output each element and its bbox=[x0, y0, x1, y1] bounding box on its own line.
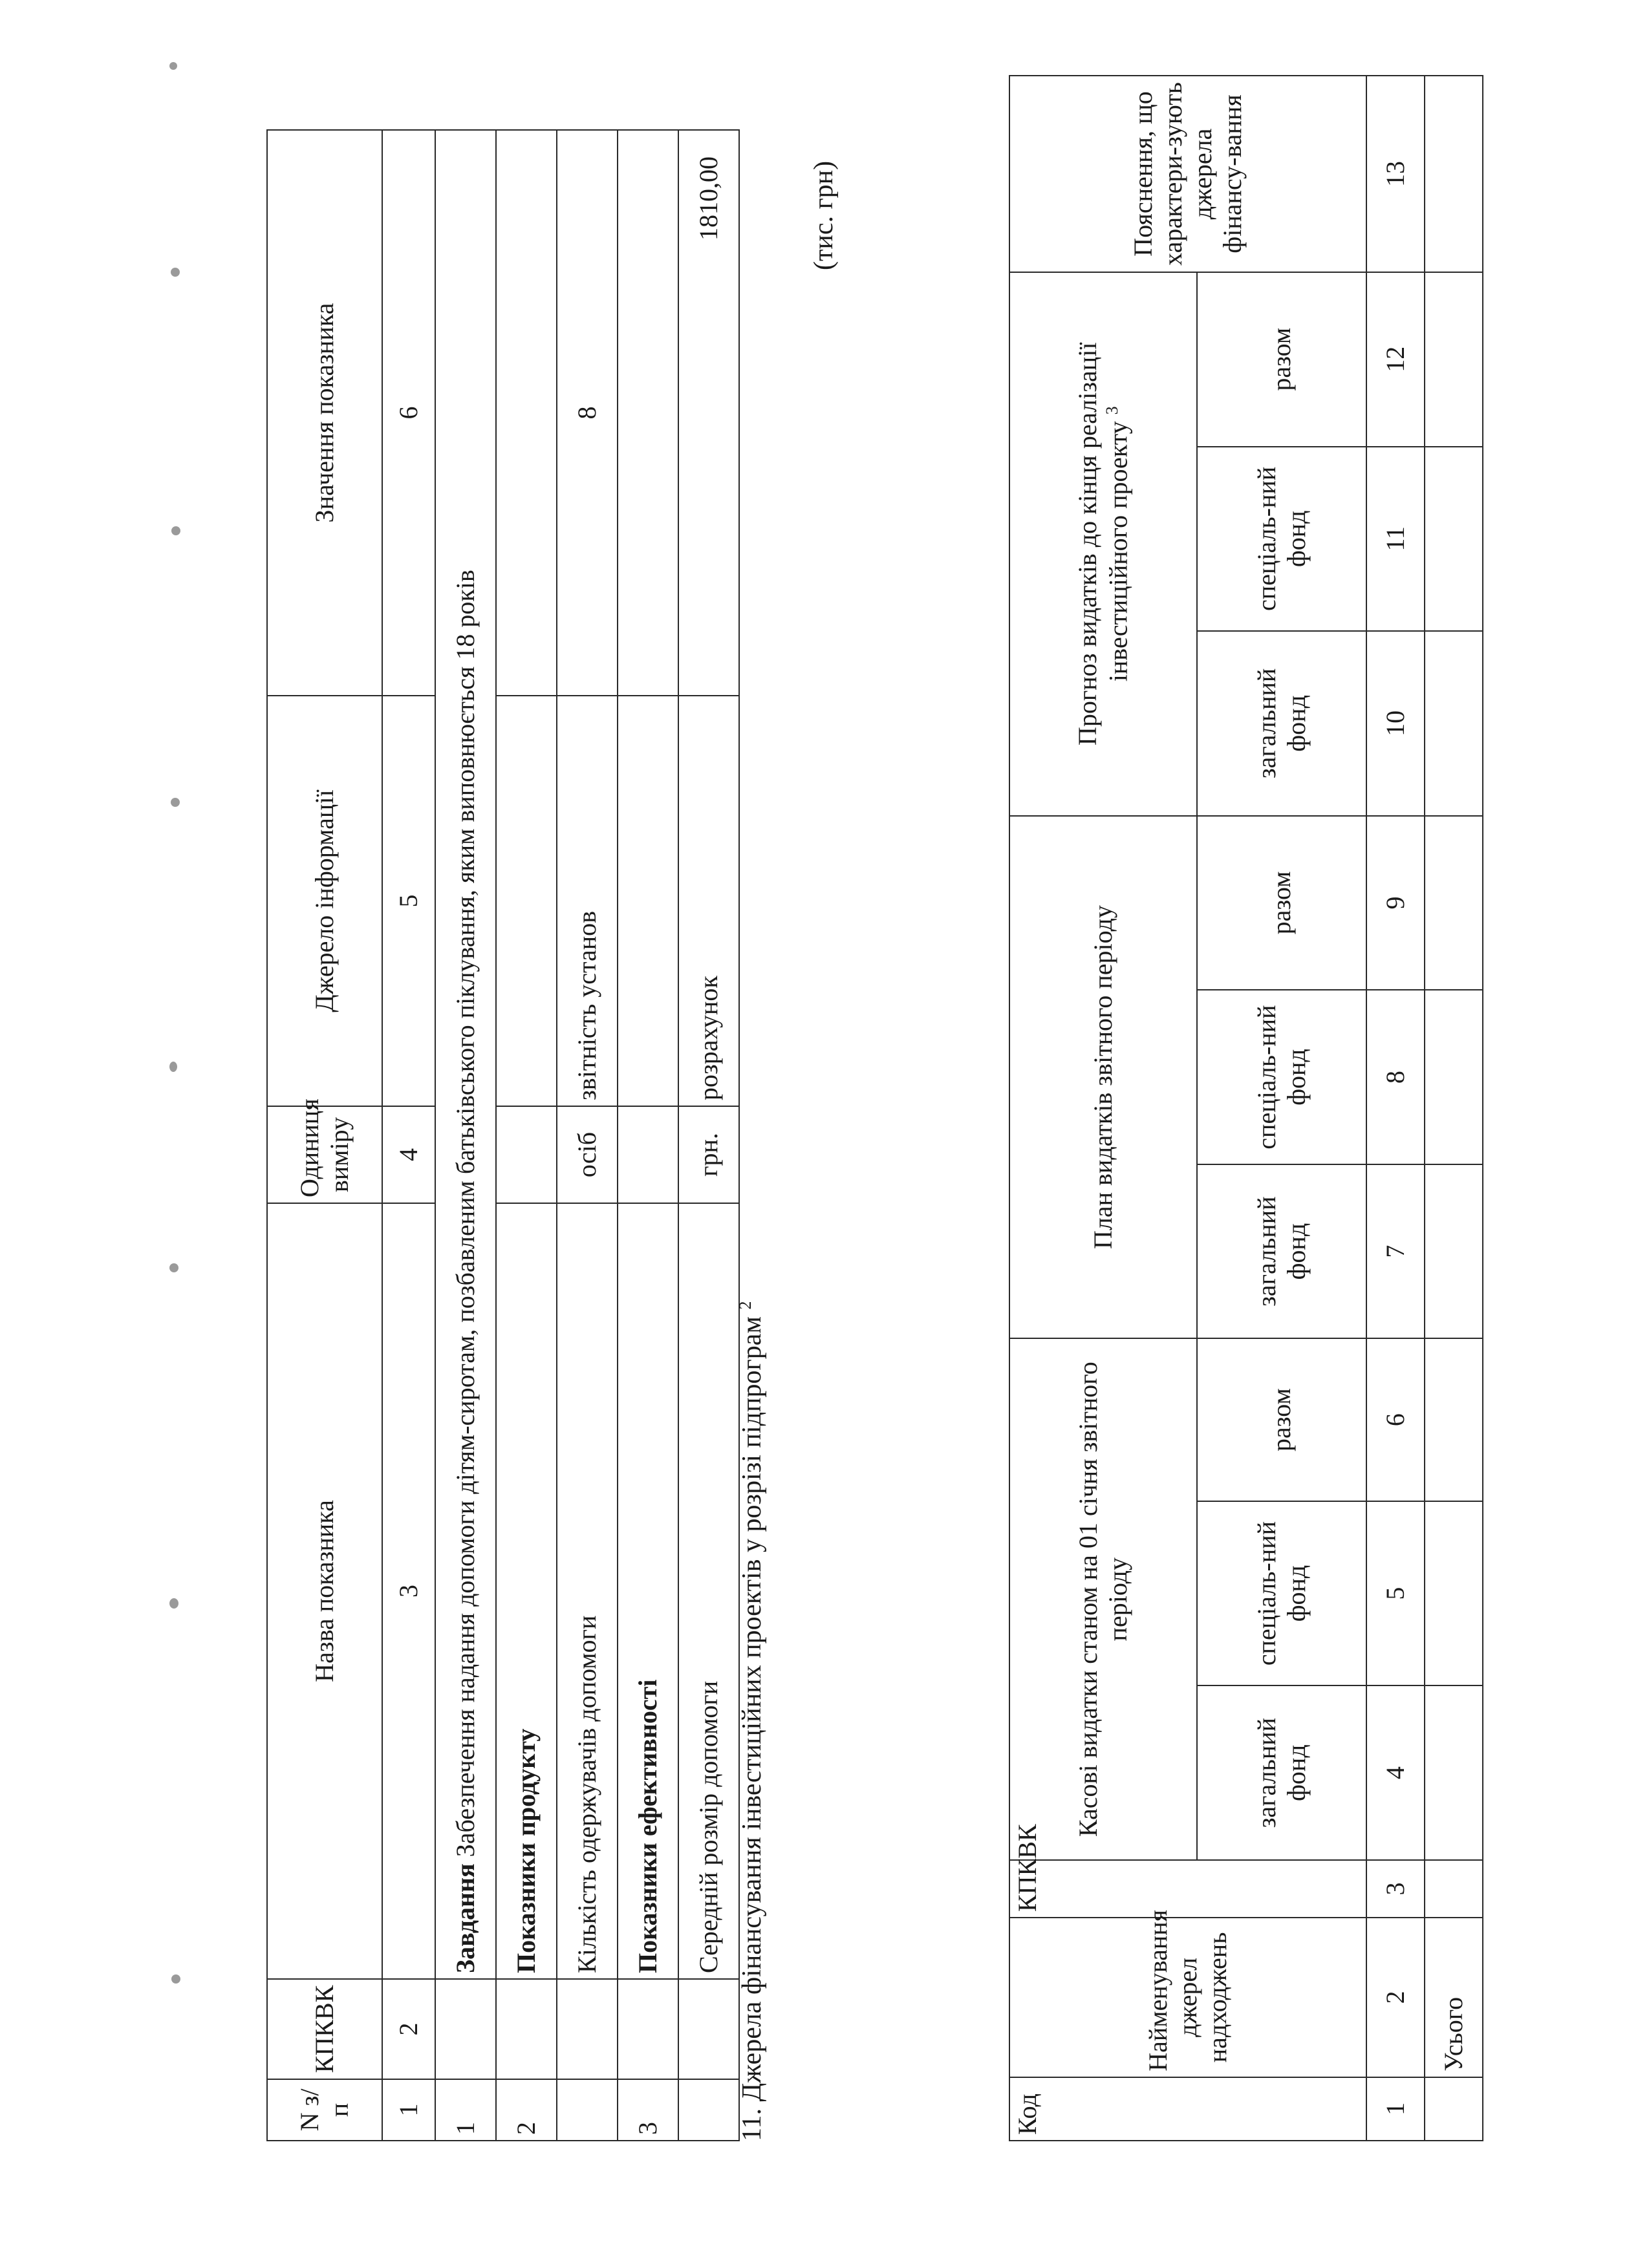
col-number-6: 6 bbox=[382, 130, 435, 696]
product-kpkvk bbox=[496, 1979, 557, 2079]
empty-cell bbox=[1425, 1164, 1483, 1339]
table2-subheader-row bbox=[1197, 76, 1366, 2141]
product-item-row bbox=[557, 130, 618, 2141]
unit-label: (тис. грн) bbox=[809, 160, 839, 270]
empty-cell bbox=[1425, 2077, 1483, 2141]
total-label: Усього bbox=[1425, 1918, 1483, 2077]
empty-cell bbox=[618, 1106, 678, 1203]
efficiency-item-unit: грн. bbox=[678, 1106, 739, 1203]
col-number-2: 2 bbox=[382, 1979, 435, 2079]
empty-cell bbox=[618, 130, 678, 696]
cash-general-fund: загальний фонд bbox=[1197, 1685, 1366, 1860]
product-item-value: 8 bbox=[557, 130, 618, 696]
t2-col-number-7: 7 bbox=[1366, 1164, 1425, 1339]
table1-header-row bbox=[267, 130, 382, 2141]
plan-general-fund: загальний фонд bbox=[1197, 1164, 1366, 1339]
efficiency-item-source: розрахунок bbox=[678, 696, 739, 1106]
header-kpkvk: КПКВК bbox=[267, 1979, 382, 2079]
product-item-unit: осіб bbox=[557, 1106, 618, 1203]
header-source: Джерело інформації bbox=[267, 696, 382, 1106]
empty-cell bbox=[1425, 1860, 1483, 1918]
empty-cell bbox=[678, 1979, 739, 2079]
product-label-cell bbox=[496, 1203, 557, 1979]
table2-header-row bbox=[1009, 76, 1197, 2141]
header-forecast: Прогноз видатків до кінця реалізації інвестиційного проекту bbox=[1073, 342, 1133, 746]
empty-cell bbox=[678, 2079, 739, 2141]
indicators-table bbox=[266, 129, 740, 2141]
forecast-general-fund: загальний фонд bbox=[1197, 631, 1366, 816]
product-number: 2 bbox=[496, 2079, 557, 2141]
empty-cell bbox=[496, 1106, 557, 1203]
efficiency-item-value: 1810,00 bbox=[678, 130, 739, 696]
forecast-total: разом bbox=[1197, 272, 1366, 447]
empty-cell bbox=[557, 2079, 618, 2141]
t2-col-number-1: 1 bbox=[1366, 2077, 1425, 2141]
efficiency-number: 3 bbox=[618, 2079, 678, 2141]
empty-cell bbox=[1425, 816, 1483, 990]
empty-cell bbox=[1425, 1685, 1483, 1860]
efficiency-header-row bbox=[618, 130, 678, 2141]
cash-special-fund: спеціаль-ний фонд bbox=[1197, 1501, 1366, 1686]
product-item-name: Кількість одержувачів допомоги bbox=[557, 1203, 618, 1979]
scan-speck bbox=[171, 268, 180, 277]
product-header-row bbox=[496, 130, 557, 2141]
efficiency-label-cell bbox=[618, 1203, 678, 1979]
table1-number-row bbox=[382, 130, 435, 2141]
t2-col-number-2: 2 bbox=[1366, 1918, 1425, 2077]
header-forecast-footnote: 3 bbox=[1103, 406, 1122, 415]
scan-speck bbox=[169, 1598, 178, 1609]
header-source-name: Найменування джерел надходжень bbox=[1009, 1918, 1366, 2077]
financing-table bbox=[1009, 75, 1483, 2141]
col-number-3: 3 bbox=[382, 1203, 435, 1979]
t2-col-number-6: 6 bbox=[1366, 1338, 1425, 1501]
section-11-footnote: 2 bbox=[736, 1301, 755, 1310]
efficiency-item-name: Середній розмір допомоги bbox=[678, 1203, 739, 1979]
header-forecast-cell bbox=[1009, 272, 1197, 816]
col-number-5: 5 bbox=[382, 696, 435, 1106]
header-kpkvk: КПКВК bbox=[1009, 1860, 1366, 1918]
t2-col-number-9: 9 bbox=[1366, 816, 1425, 990]
scan-speck bbox=[169, 1062, 177, 1072]
header-number: N з/п bbox=[267, 2079, 382, 2141]
t2-col-number-5: 5 bbox=[1366, 1501, 1425, 1686]
header-cash-expenses: Касові видатки станом на 01 січня звітного періоду bbox=[1009, 1338, 1197, 1860]
t2-col-number-10: 10 bbox=[1366, 631, 1425, 816]
scan-speck bbox=[171, 526, 180, 535]
task-label: Завдання bbox=[451, 1863, 480, 1973]
header-explanation: Пояснення, що характери-зують джерела фінансу-вання bbox=[1009, 76, 1366, 272]
scan-speck bbox=[169, 62, 177, 70]
empty-cell bbox=[496, 130, 557, 696]
task-text-cell bbox=[435, 130, 496, 1979]
header-indicator-name: Назва показника bbox=[267, 1203, 382, 1979]
t2-col-number-12: 12 bbox=[1366, 272, 1425, 447]
forecast-special-fund: спеціаль-ний фонд bbox=[1197, 447, 1366, 632]
t2-col-number-4: 4 bbox=[1366, 1685, 1425, 1860]
col-number-4: 4 bbox=[382, 1106, 435, 1203]
t2-col-number-13: 13 bbox=[1366, 76, 1425, 272]
efficiency-item-row bbox=[678, 130, 739, 2141]
t2-col-number-8: 8 bbox=[1366, 990, 1425, 1164]
empty-cell bbox=[1425, 272, 1483, 447]
plan-total: разом bbox=[1197, 816, 1366, 990]
efficiency-kpkvk bbox=[618, 1979, 678, 2079]
cash-total: разом bbox=[1197, 1338, 1366, 1501]
table2-number-row bbox=[1366, 76, 1425, 2141]
task-row bbox=[435, 130, 496, 2141]
col-number-1: 1 bbox=[382, 2079, 435, 2141]
scan-speck bbox=[169, 1263, 178, 1272]
section-11-title-text: 11. Джерела фінансування інвестиційних проектів у розрізі підпрограм bbox=[737, 1316, 767, 2141]
t2-col-number-11: 11 bbox=[1366, 447, 1425, 632]
task-kpkvk bbox=[435, 1979, 496, 2079]
empty-cell bbox=[1425, 76, 1483, 272]
header-unit: Одиниця виміру bbox=[267, 1106, 382, 1203]
table2-total-row bbox=[1425, 76, 1483, 2141]
empty-cell bbox=[1425, 990, 1483, 1164]
empty-cell bbox=[557, 1979, 618, 2079]
t2-col-number-3: 3 bbox=[1366, 1860, 1425, 1918]
empty-cell bbox=[1425, 1501, 1483, 1686]
scan-speck bbox=[171, 1974, 180, 1984]
empty-cell bbox=[496, 696, 557, 1106]
task-text: Забезпечення надання допомоги дітям-сиротам, позбавленим батьківського піклування, яким виповнюється 18 років bbox=[451, 570, 480, 1857]
empty-cell bbox=[618, 696, 678, 1106]
product-label: Показники продукту bbox=[512, 1728, 541, 1973]
header-plan-expenses: План видатків звітного періоду bbox=[1009, 816, 1197, 1339]
plan-special-fund: спеціаль-ний фонд bbox=[1197, 990, 1366, 1164]
empty-cell bbox=[1425, 1338, 1483, 1501]
empty-cell bbox=[1425, 631, 1483, 816]
product-item-source: звітність установ bbox=[557, 696, 618, 1106]
scan-speck bbox=[171, 798, 180, 807]
empty-cell bbox=[1425, 447, 1483, 632]
task-number: 1 bbox=[435, 2079, 496, 2141]
efficiency-label: Показники ефективності bbox=[633, 1679, 662, 1973]
header-code: Код bbox=[1009, 2077, 1366, 2141]
section-11-title bbox=[736, 1301, 768, 2141]
header-value: Значення показника bbox=[267, 130, 382, 696]
